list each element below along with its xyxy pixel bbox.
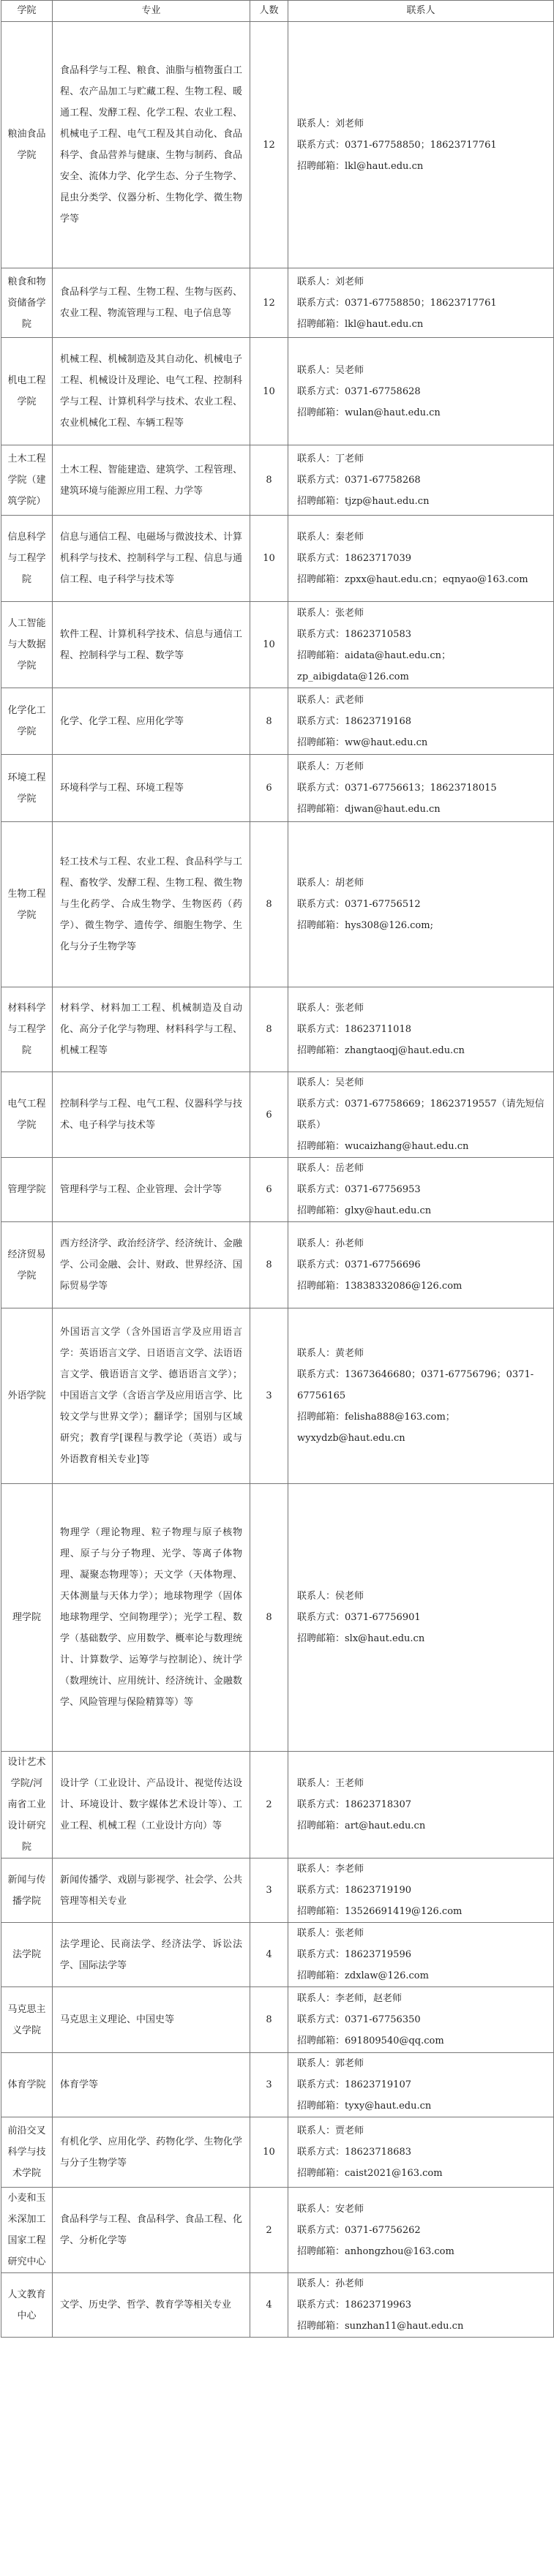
major-cell: 马克思主义理论、中国史等 (53, 1987, 250, 2053)
contact-person: 联系人：吴老师 (297, 364, 364, 376)
contact-phone: 联系方式：18623710583 (297, 628, 411, 640)
table-row (1, 1484, 554, 1752)
table-row (1, 1987, 554, 2053)
table-row (1, 1158, 554, 1222)
count-cell: 3 (250, 1858, 288, 1923)
count-cell: 6 (250, 755, 288, 822)
contact-email: 招聘邮箱：caist2021@163.com (297, 2168, 443, 2179)
table-row (1, 2053, 554, 2117)
contact-person: 联系人：黄老师 (297, 1348, 364, 1359)
major-cell: 体育学等 (53, 2053, 250, 2117)
contact-person: 联系人：李老师，赵老师 (297, 1993, 403, 2004)
contact-person: 联系人：李老师 (297, 1864, 364, 1875)
contact-phone: 联系方式：18623718307 (297, 1799, 411, 1810)
contact-email: 招聘邮箱：wulan@haut.edu.cn (297, 407, 441, 418)
major-cell: 西方经济学、政治经济学、经济统计、金融学、公司金融、会计、财政、世界经济、国际贸易学等 (53, 1222, 250, 1308)
contact-phone: 联系方式：13673646680；0371-67756796；0371-67756165 (297, 1369, 534, 1401)
school-cell: 前沿交叉科学与技术学院 (1, 2117, 53, 2188)
count-cell: 10 (250, 338, 288, 445)
contact-email: 招聘邮箱：anhongzhou@163.com (297, 2245, 454, 2257)
contact-phone: 联系方式：18623719190 (297, 1885, 411, 1896)
major-cell: 信息与通信工程、电磁场与微波技术、计算机科学与技术、控制科学与工程、信息与通信工程、电子科学与技术等 (53, 516, 250, 602)
contact-phone: 联系方式：0371-67758669；18623719557（请先短信联系） (297, 1099, 544, 1131)
contact-cell (288, 1222, 554, 1308)
count-cell: 6 (250, 1072, 288, 1158)
major-cell: 管理科学与工程、企业管理、会计学等 (53, 1158, 250, 1222)
contact-cell (288, 755, 554, 822)
major-cell: 化学、化学工程、应用化学等 (53, 688, 250, 755)
contact-phone: 联系方式：0371-67756262 (297, 2224, 421, 2236)
contact-cell (288, 2188, 554, 2273)
contact-cell (288, 445, 554, 516)
school-cell: 人工智能与大数据学院 (1, 602, 53, 688)
contact-cell (288, 987, 554, 1072)
count-cell: 8 (250, 1987, 288, 2053)
major-cell: 软件工程、计算机科学技术、信息与通信工程、控制科学与工程、数学等 (53, 602, 250, 688)
contact-email: 招聘邮箱：tjzp@haut.edu.cn (297, 496, 430, 507)
contact-email: 招聘邮箱：zhangtaoqj@haut.edu.cn (297, 1045, 465, 1056)
contact-cell (288, 268, 554, 338)
contact-person: 联系人：张老师 (297, 607, 364, 619)
contact-email: 招聘邮箱：13526691419@126.com (297, 1906, 463, 1917)
contact-cell (288, 22, 554, 268)
major-cell: 外国语言文学（含外国语言学及应用语言学：英语语言文学、日语语言文学、法语语言文学、俄语语言文学、德语语言文学）；中国语言文学（含语言学及应用语言学、比较文学与世界文学）；翻译学；国别与区域研究；教育学[课程与教学论（英语）或与外语教育相关专业]等 (53, 1308, 250, 1484)
contact-email: 招聘邮箱：glxy@haut.edu.cn (297, 1205, 432, 1216)
school-cell: 电气工程学院 (1, 1072, 53, 1158)
contact-cell (288, 1858, 554, 1923)
school-cell: 新闻与传播学院 (1, 1858, 53, 1923)
contact-phone: 联系方式：0371-67756696 (297, 1259, 421, 1270)
contact-person: 联系人：郭老师 (297, 2058, 364, 2069)
contact-phone: 联系方式：0371-67756512 (297, 899, 421, 910)
major-cell: 轻工技术与工程、农业工程、食品科学与工程、畜牧学、发酵工程、生物工程、微生物与生化药学、合成生物学、生物医药（药学）、微生物学、遗传学、细胞生物学、生化与分子生物学等 (53, 822, 250, 987)
header-school: 学院 (1, 1, 53, 22)
major-cell: 材料学、材料加工工程、机械制造及自动化、高分子化学与物理、材料科学与工程、机械工程等 (53, 987, 250, 1072)
table-row (1, 338, 554, 445)
major-cell: 食品科学与工程、粮食、油脂与植物蛋白工程、农产品加工与贮藏工程、生物工程、暖通工程、发酵工程、化学工程、农业工程、机械电子工程、电气工程及其自动化、食品科学、食品营养与健康、生物与制药、食品安全、流体力学、化学生态、分子生物学、昆虫分类学、仪器分析、生物化学、微生物学等 (53, 22, 250, 268)
table-row (1, 688, 554, 755)
contact-person: 联系人：武老师 (297, 694, 364, 706)
table-row (1, 2117, 554, 2188)
school-cell: 粮油食品学院 (1, 22, 53, 268)
school-cell: 土木工程学院（建筑学院） (1, 445, 53, 516)
table-row (1, 2188, 554, 2273)
school-cell: 人文教育中心 (1, 2273, 53, 2338)
table-row (1, 22, 554, 268)
count-cell: 2 (250, 2188, 288, 2273)
major-cell: 法学理论、民商法学、经济法学、诉讼法学、国际法学等 (53, 1923, 250, 1987)
school-cell: 经济贸易学院 (1, 1222, 53, 1308)
contact-phone: 联系方式：0371-67756613；18623718015 (297, 783, 497, 794)
contact-person: 联系人：胡老师 (297, 878, 364, 889)
major-cell: 文学、历史学、哲学、教育学等相关专业 (53, 2273, 250, 2338)
contact-phone: 联系方式：0371-67758850；18623717761 (297, 139, 497, 151)
contact-person: 联系人：张老师 (297, 1003, 364, 1014)
contact-cell (288, 688, 554, 755)
contact-cell (288, 2117, 554, 2188)
contact-phone: 联系方式：18623719107 (297, 2079, 411, 2090)
contact-person: 联系人：孙老师 (297, 1238, 364, 1249)
count-cell: 10 (250, 602, 288, 688)
contact-person: 联系人：侯老师 (297, 1591, 364, 1602)
count-cell: 8 (250, 822, 288, 987)
contact-cell (288, 1072, 554, 1158)
table-row (1, 1222, 554, 1308)
table-row (1, 822, 554, 987)
school-cell: 法学院 (1, 1923, 53, 1987)
contact-person: 联系人：王老师 (297, 1778, 364, 1789)
contact-email: 招聘邮箱：691809540@qq.com (297, 2035, 444, 2046)
contact-email: 招聘邮箱：tyxy@haut.edu.cn (297, 2101, 432, 2112)
major-cell: 环境科学与工程、环境工程等 (53, 755, 250, 822)
contact-cell (288, 1752, 554, 1858)
contact-cell (288, 1923, 554, 1987)
table-row (1, 1858, 554, 1923)
contact-phone: 联系方式：18623718683 (297, 2147, 411, 2158)
contact-phone: 联系方式：0371-67758268 (297, 475, 421, 486)
count-cell: 4 (250, 2273, 288, 2338)
school-cell: 材料科学与工程学院 (1, 987, 53, 1072)
count-cell: 4 (250, 1923, 288, 1987)
school-cell: 信息科学与工程学院 (1, 516, 53, 602)
table-row (1, 2273, 554, 2338)
contact-cell (288, 1484, 554, 1752)
table-row (1, 987, 554, 1072)
header-contact: 联系人 (288, 1, 554, 22)
contact-person: 联系人：刘老师 (297, 118, 364, 129)
school-cell: 生物工程学院 (1, 822, 53, 987)
contact-person: 联系人：丁老师 (297, 453, 364, 464)
school-cell: 体育学院 (1, 2053, 53, 2117)
contact-cell (288, 1308, 554, 1484)
contact-person: 联系人：万老师 (297, 761, 364, 772)
major-cell: 新闻传播学、戏剧与影视学、社会学、公共管理等相关专业 (53, 1858, 250, 1923)
count-cell: 2 (250, 1752, 288, 1858)
contact-email: 招聘邮箱：ww@haut.edu.cn (297, 737, 428, 748)
contact-cell (288, 338, 554, 445)
contact-phone: 联系方式：0371-67756350 (297, 2014, 421, 2025)
table-row (1, 1923, 554, 1987)
contact-email: 招聘邮箱：zpxx@haut.edu.cn；eqnyao@163.com (297, 574, 528, 585)
major-cell: 有机化学、应用化学、药物化学、生物化学与分子生物学等 (53, 2117, 250, 2188)
contact-email: 招聘邮箱：hys308@126.com; (297, 920, 433, 931)
contact-email: 招聘邮箱：zdxlaw@126.com (297, 1970, 429, 1981)
count-cell: 8 (250, 445, 288, 516)
table-row (1, 268, 554, 338)
contact-person: 联系人：孙老师 (297, 2278, 364, 2289)
major-cell: 土木工程、智能建造、建筑学、工程管理、建筑环境与能源应用工程、力学等 (53, 445, 250, 516)
school-cell: 机电工程学院 (1, 338, 53, 445)
major-cell: 食品科学与工程、食品科学、食品工程、化学、分析化学等 (53, 2188, 250, 2273)
count-cell: 8 (250, 1222, 288, 1308)
contact-phone: 联系方式：18623711018 (297, 1024, 411, 1035)
table-row (1, 755, 554, 822)
contact-cell (288, 2273, 554, 2338)
contact-email: 招聘邮箱：lkl@haut.edu.cn (297, 160, 424, 172)
table-body (1, 22, 554, 2338)
contact-person: 联系人：安老师 (297, 2203, 364, 2215)
table-row (1, 1072, 554, 1158)
contact-email: 招聘邮箱：djwan@haut.edu.cn (297, 804, 441, 815)
contact-person: 联系人：吴老师 (297, 1077, 364, 1088)
school-cell: 管理学院 (1, 1158, 53, 1222)
count-cell: 10 (250, 516, 288, 602)
contact-phone: 联系方式：0371-67758850；18623717761 (297, 297, 497, 309)
contact-phone: 联系方式：0371-67756953 (297, 1184, 421, 1195)
count-cell: 3 (250, 1308, 288, 1484)
count-cell: 12 (250, 268, 288, 338)
major-cell: 控制科学与工程、电气工程、仪器科学与技术、电子科学与技术等 (53, 1072, 250, 1158)
contact-person: 联系人：贾老师 (297, 2125, 364, 2136)
contact-email: 招聘邮箱：slx@haut.edu.cn (297, 1633, 425, 1644)
contact-email: 招聘邮箱：wucaizhang@haut.edu.cn (297, 1141, 469, 1152)
contact-email: 招聘邮箱：lkl@haut.edu.cn (297, 318, 424, 330)
contact-person: 联系人：刘老师 (297, 276, 364, 287)
school-cell: 环境工程学院 (1, 755, 53, 822)
count-cell: 6 (250, 1158, 288, 1222)
recruitment-table (1, 0, 554, 2338)
school-cell: 设计艺术学院/河南省工业设计研究院 (1, 1752, 53, 1858)
contact-phone: 联系方式：18623719963 (297, 2300, 411, 2311)
school-cell: 外语学院 (1, 1308, 53, 1484)
school-cell: 化学化工学院 (1, 688, 53, 755)
table-row (1, 602, 554, 688)
count-cell: 8 (250, 1484, 288, 1752)
contact-email: 招聘邮箱：aidata@haut.edu.cn；zp_aibigdata@126.com (297, 649, 451, 682)
header-count: 人数 (250, 1, 288, 22)
table-row (1, 1308, 554, 1484)
count-cell: 8 (250, 688, 288, 755)
contact-cell (288, 822, 554, 987)
contact-cell (288, 1987, 554, 2053)
contact-cell (288, 1158, 554, 1222)
school-cell: 理学院 (1, 1484, 53, 1752)
major-cell: 食品科学与工程、生物工程、生物与医药、农业工程、物流管理与工程、电子信息等 (53, 268, 250, 338)
count-cell: 8 (250, 987, 288, 1072)
contact-phone: 联系方式：0371-67758628 (297, 385, 421, 397)
contact-email: 招聘邮箱：13838332086@126.com (297, 1281, 463, 1292)
school-cell: 马克思主义学院 (1, 1987, 53, 2053)
contact-email: 招聘邮箱：sunzhan11@haut.edu.cn (297, 2321, 464, 2332)
count-cell: 3 (250, 2053, 288, 2117)
school-cell: 粮食和物资储备学院 (1, 268, 53, 338)
contact-email: 招聘邮箱：felisha888@163.com；wyxydzb@haut.edu.cn (297, 1412, 455, 1444)
major-cell: 设计学（工业设计、产品设计、视觉传达设计、环境设计、数字媒体艺术设计等）、工业工程、机械工程（工业设计方向）等 (53, 1752, 250, 1858)
table-header-row (1, 1, 554, 22)
count-cell: 12 (250, 22, 288, 268)
table-row (1, 1752, 554, 1858)
header-major: 专业 (53, 1, 250, 22)
contact-phone: 联系方式：0371-67756901 (297, 1612, 421, 1623)
contact-phone: 联系方式：18623719596 (297, 1949, 411, 1960)
contact-cell (288, 516, 554, 602)
table-row (1, 516, 554, 602)
school-cell: 小麦和玉米深加工国家工程研究中心 (1, 2188, 53, 2273)
count-cell: 10 (250, 2117, 288, 2188)
contact-cell (288, 602, 554, 688)
contact-person: 联系人：秦老师 (297, 532, 364, 543)
contact-phone: 联系方式：18623719168 (297, 715, 411, 727)
table-row (1, 445, 554, 516)
contact-phone: 联系方式：18623717039 (297, 553, 411, 564)
contact-person: 联系人：岳老师 (297, 1163, 364, 1174)
contact-email: 招聘邮箱：art@haut.edu.cn (297, 1820, 426, 1831)
contact-cell (288, 2053, 554, 2117)
major-cell: 机械工程、机械制造及其自动化、机械电子工程、机械设计及理论、电气工程、控制科学与工程、计算机科学与技术、农业工程、农业机械化工程、车辆工程等 (53, 338, 250, 445)
contact-person: 联系人：张老师 (297, 1928, 364, 1939)
major-cell: 物理学（理论物理、粒子物理与原子核物理、原子与分子物理、光学、等离子体物理、凝聚态物理等）；天文学（天体物理、天体测量与天体力学）；地球物理学（固体地球物理学、空间物理学）；光学工程、数学（基础数学、应用数学、概率论与数理统计、计算数学、运筹学与控制论）、统计学（数理统计、应用统计、经济统计、金融数学、风险管理与保险精算等）等 (53, 1484, 250, 1752)
